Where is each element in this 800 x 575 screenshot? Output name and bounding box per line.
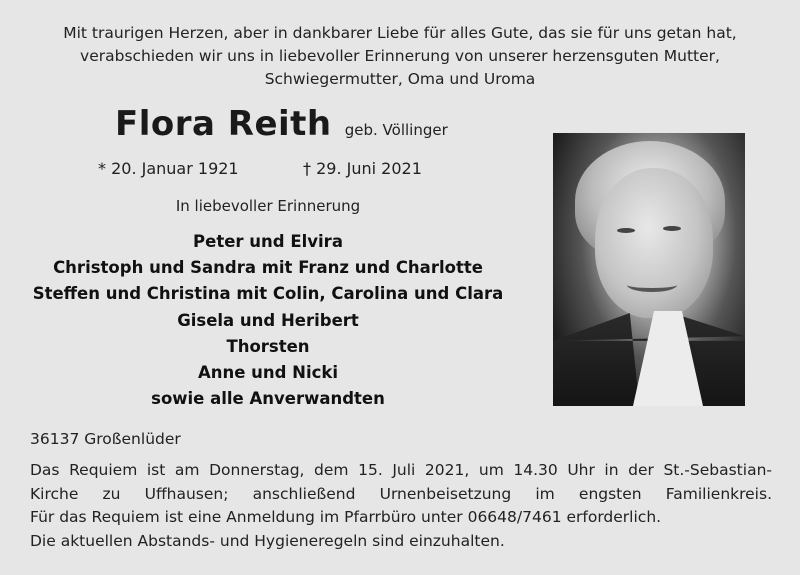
portrait-eye	[617, 228, 635, 233]
mourners-list	[0, 229, 536, 412]
portrait-photo	[553, 133, 745, 406]
deceased-name-row	[115, 104, 448, 144]
birth-date: * 20. Januar 1921	[98, 159, 239, 178]
mourner-item: Steffen und Christina mit Colin, Carolina und Clara	[32, 284, 504, 304]
mourner-item: Anne und Nicki	[197, 363, 339, 383]
death-date: † 29. Juni 2021	[303, 159, 422, 178]
portrait-face	[595, 168, 713, 318]
location: 36137 Großenlüder	[30, 430, 181, 448]
notes-line: Die aktuellen Abstands- und Hygieneregeln sind einzuhalten.	[30, 532, 505, 551]
deceased-name: Flora Reith	[115, 104, 332, 144]
intro-line: Schwiegermutter, Oma und Uroma	[264, 70, 536, 88]
memory-line: In liebevoller Erinnerung	[175, 197, 361, 215]
portrait-eye	[663, 226, 681, 231]
mourner-item: Peter und Elvira	[193, 232, 343, 251]
maiden-name: geb. Völlinger	[344, 121, 448, 139]
portrait-mouth	[627, 278, 677, 292]
notes-line: Kirche zu Uffhausen; anschließend Urnenbeisetzung im engsten Familienkreis.	[30, 484, 772, 503]
mourner-item: Gisela und Heribert	[177, 310, 359, 330]
intro-line: verabschieden wir uns in liebevoller Erinnerung von unserer herzensguten Mutter,	[80, 47, 720, 65]
notes-line: Das Requiem ist am Donnerstag, dem 15. Juli 2021, um 14.30 Uhr in der St.-Sebastian-	[30, 461, 772, 479]
mourner-item: Christoph und Sandra mit Franz und Charlotte	[53, 258, 483, 278]
intro-line: Mit traurigen Herzen, aber in dankbarer Liebe für alles Gute, das sie für uns getan hat,	[63, 24, 737, 42]
intro-text	[0, 22, 800, 91]
mourner-item: sowie alle Anverwandten	[151, 389, 385, 409]
notes-line: Für das Requiem ist eine Anmeldung im Pfarrbüro unter 06648/7461 erforderlich.	[30, 508, 662, 527]
service-notes	[30, 459, 772, 554]
mourner-item: Thorsten	[226, 336, 310, 356]
